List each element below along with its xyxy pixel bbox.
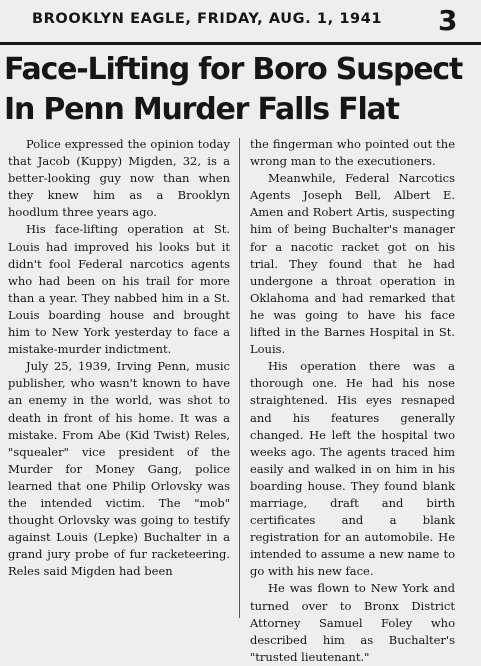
masthead-rule [0,42,481,45]
headline-line-2: In Penn Murder Falls Flat [4,92,399,127]
masthead [0,0,481,42]
article-paragraph: the fingerman who pointed out the wrong man to the executioners. [250,137,455,169]
article-paragraph: July 25, 1939, Irving Penn, music publisher, who wasn't known to have an enemy in the world, was shot to death in front of his home. It was a mistake. From Abe (Kid Twist) Reles, "squealer" vice president of the Murder for Money Gang, police learned that one Philip Orlovsky was the intended victim. The "mob" thought Orlovsky was going to testify against Louis (Lepke) Buchalter in a grand jury probe of fur racketeering. Reles said Migden had been [8,359,230,579]
masthead-dateline: BROOKLYN EAGLE, FRIDAY, AUG. 1, 1941 [32,11,383,27]
article-paragraph: He was flown to New York and turned over to Bronx District Attorney Samuel Foley who described him as Buchalter's "trusted lieutenant." [250,581,455,664]
article-column-left [8,136,230,580]
article-paragraph: His face-lifting operation at St. Louis had improved his looks but it didn't fool Federal narcotics agents who had been on his trail for more than a year. They nabbed him in a St. Louis boarding house and brought him to New York yesterday to face a mistake-murder indictment. [8,222,230,357]
article-column-right [250,136,455,666]
article-paragraph: Meanwhile, Federal Narcotics Agents Joseph Bell, Albert E. Amen and Robert Artis, suspecting him of being Buchalter's manager for a nacotic racket got on his trial. They found that he had undergone a throat operation in Oklahoma and had remarked that he was going to have his face lifted in the Barnes Hospital in St. Louis. [250,171,455,357]
article-paragraph: Police expressed the opinion today that Jacob (Kuppy) Migden, 32, is a better-looking guy now than when they knew him as a Brooklyn hoodlum three years ago. [8,137,230,220]
article-paragraph: His operation there was a thorough one. He had his nose straightened. His eyes resnaped and his features generally changed. He left the hospital two weeks ago. The agents traced him easily and walked in on him in his boarding house. They found blank marriage, draft and birth certificates and a blank registration for an automobile. He intended to assume a new name to go with his new face. [250,359,455,579]
headline-line-1: Face-Lifting for Boro Suspect [4,52,463,87]
column-divider [239,138,240,618]
page-number: 3 [438,4,458,37]
